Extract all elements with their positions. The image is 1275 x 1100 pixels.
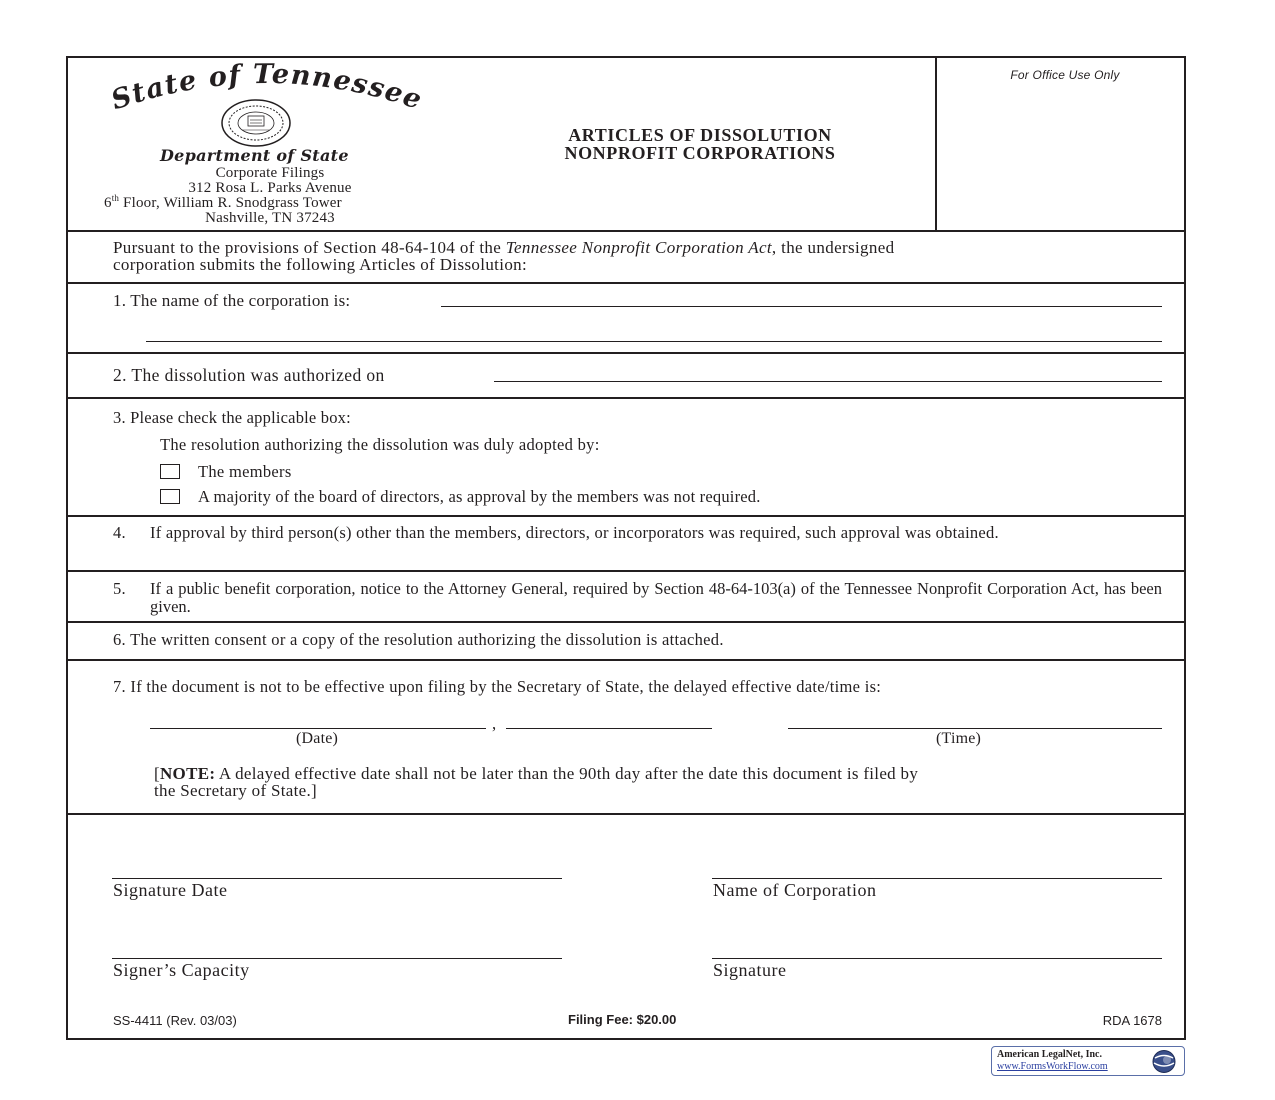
item-1-label: 1. The name of the corporation is: bbox=[113, 291, 351, 310]
item-4-number: 4. bbox=[113, 523, 126, 542]
intro-line-2: corporation submits the following Articles of Dissolution: bbox=[113, 255, 528, 274]
office-use-divider bbox=[935, 56, 937, 232]
item-7-text: 7. If the document is not to be effective upon filing by the Secretary of State, the delayed effective date/time is: bbox=[113, 677, 882, 696]
rule-item7 bbox=[66, 813, 1186, 815]
legalnet-badge[interactable] bbox=[991, 1046, 1185, 1076]
form-title-line-1: ARTICLES OF DISSOLUTION bbox=[568, 125, 832, 145]
signature-field[interactable] bbox=[712, 958, 1162, 959]
item-2-label: 2. The dissolution was authorized on bbox=[113, 365, 385, 385]
legalnet-name: American LegalNet, Inc. bbox=[997, 1049, 1102, 1060]
time-caption: (Time) bbox=[936, 730, 982, 747]
corporation-name-field-line-2[interactable] bbox=[146, 341, 1162, 342]
rda-number: RDA 1678 bbox=[1102, 1013, 1162, 1028]
department-name: Department of State bbox=[160, 146, 349, 165]
name-of-corporation-label: Name of Corporation bbox=[713, 880, 877, 900]
rule-item2 bbox=[66, 397, 1186, 399]
date-comma: , bbox=[492, 714, 497, 733]
item-6-text: 6. The written consent or a copy of the resolution authorizing the dissolution is attached. bbox=[113, 630, 724, 649]
corporation-name-signature-field[interactable] bbox=[712, 878, 1162, 879]
rule-item3 bbox=[66, 515, 1186, 517]
address-line-1: Corporate Filings bbox=[215, 165, 325, 181]
item-5-text: If a public benefit corporation, notice to the Attorney General, required by Section 48-64-103(a) of the Tennessee Nonprofit Corporation Act, has been given. bbox=[150, 579, 1162, 616]
dissolution-date-field[interactable] bbox=[494, 381, 1162, 382]
signature-date-field[interactable] bbox=[112, 878, 562, 879]
members-checkbox[interactable] bbox=[160, 464, 180, 479]
item-4-text: If approval by third person(s) other than the members, directors, or incorporators was required, such approval was obtained. bbox=[150, 523, 999, 542]
form-title-line-2: NONPROFIT CORPORATIONS bbox=[564, 143, 836, 163]
rule-item1 bbox=[66, 352, 1186, 354]
note-line-1: [NOTE: A delayed effective date shall not be later than the 90th day after the date this document is filed by bbox=[154, 764, 919, 783]
signature-date-label: Signature Date bbox=[113, 880, 228, 900]
corporation-name-field[interactable] bbox=[441, 306, 1162, 307]
signers-capacity-label: Signer’s Capacity bbox=[113, 960, 250, 980]
state-title-text: tate of Tennesse bbox=[128, 62, 408, 111]
effective-time-field[interactable] bbox=[788, 728, 1162, 729]
state-seal-icon bbox=[220, 99, 292, 147]
effective-date-field[interactable] bbox=[150, 728, 486, 729]
board-directors-option-label: A majority of the board of directors, as approval by the members was not required. bbox=[198, 487, 761, 506]
rule-item4 bbox=[66, 570, 1186, 572]
effective-year-field[interactable] bbox=[506, 728, 712, 729]
note-line-2: the Secretary of State.] bbox=[154, 781, 317, 800]
board-directors-checkbox[interactable] bbox=[160, 489, 180, 504]
members-option-label: The members bbox=[198, 462, 292, 481]
address-line-3: 6th Floor, William R. Snodgrass Tower bbox=[104, 193, 342, 211]
filing-fee: Filing Fee: $20.00 bbox=[568, 1012, 677, 1027]
item-3-heading: 3. Please check the applicable box: bbox=[113, 408, 351, 427]
address-line-2: 312 Rosa L. Parks Avenue bbox=[188, 180, 352, 196]
item-3-subheading: The resolution authorizing the dissolution was duly adopted by: bbox=[160, 435, 600, 454]
rule-intro bbox=[66, 282, 1186, 284]
rule-header bbox=[66, 230, 1186, 232]
legalnet-url[interactable]: www.FormsWorkFlow.com bbox=[997, 1061, 1108, 1072]
address-line-4: Nashville, TN 37243 bbox=[205, 210, 335, 226]
rule-item6 bbox=[66, 659, 1186, 661]
legalnet-globe-icon bbox=[1150, 1049, 1178, 1074]
rule-item5 bbox=[66, 621, 1186, 623]
item-5-number: 5. bbox=[113, 579, 126, 598]
office-use-label: For Office Use Only bbox=[1010, 68, 1120, 82]
date-caption: (Date) bbox=[296, 730, 339, 747]
signers-capacity-field[interactable] bbox=[112, 958, 562, 959]
intro-line-1: Pursuant to the provisions of Section 48-64-104 of the Tennessee Nonprofit Corporation Act, the undersigned bbox=[113, 238, 895, 257]
signature-label: Signature bbox=[713, 960, 787, 980]
form-number: SS-4411 (Rev. 03/03) bbox=[113, 1013, 237, 1028]
